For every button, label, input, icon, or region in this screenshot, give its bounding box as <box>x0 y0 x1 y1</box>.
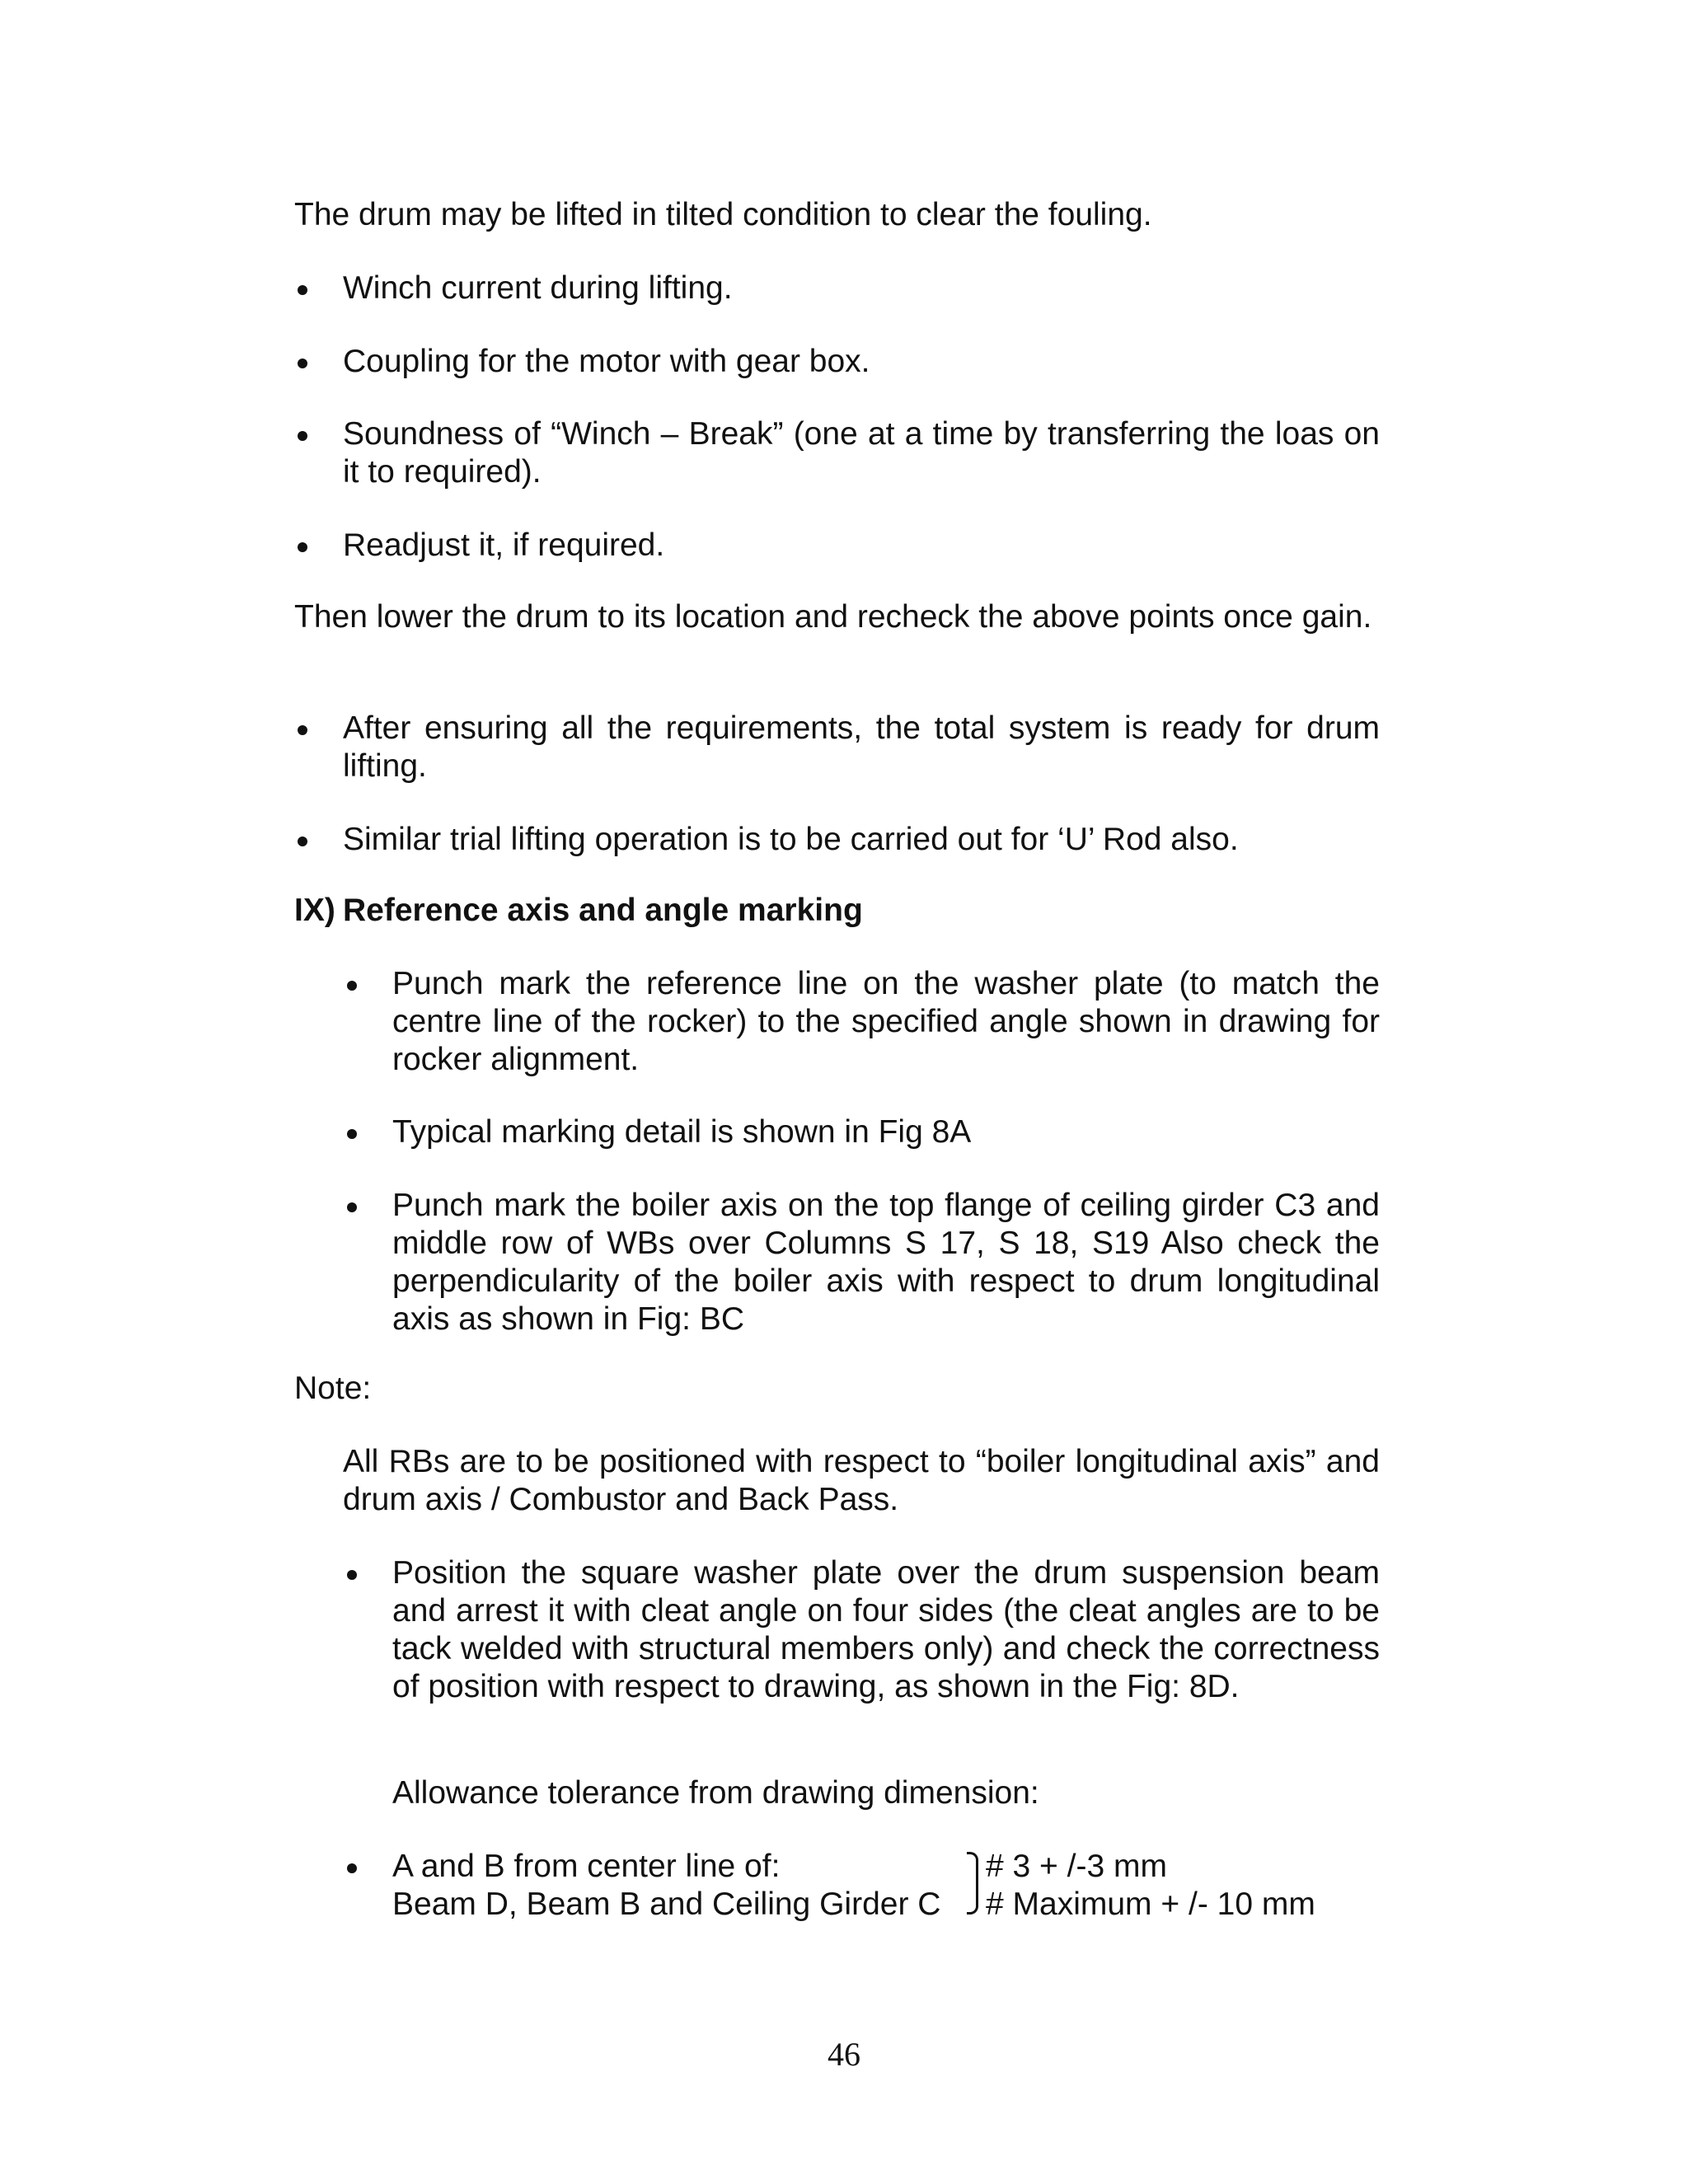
bullet-icon <box>298 431 307 441</box>
tolerance-right-2: # Maximum + /- 10 mm <box>986 1886 1315 1922</box>
tolerance-right-1: # 3 + /-3 mm <box>986 1849 1167 1884</box>
bullet-icon <box>347 1863 357 1873</box>
tolerance-left-1: A and B from center line of: <box>392 1849 781 1884</box>
check-bullet-3: Soundness of “Winch – Break” (one at a time by transferring the loas on it to required). <box>343 416 1380 490</box>
intro-paragraph: The drum may be lifted in tilted condition to clear the fouling. <box>294 197 1152 232</box>
bullet-icon <box>347 1570 357 1580</box>
section-bullet-3: Punch mark the boiler axis on the top flange of ceiling girder C3 and middle row of WBs over Columns S 17, S 18, S19 Also check the perpendicularity of the boiler axis with respect to drum longitudinal axis as shown in Fig: BC <box>392 1188 1380 1337</box>
check-bullet-4: Readjust it, if required. <box>343 527 665 563</box>
check-bullet-1: Winch current during lifting. <box>343 270 733 306</box>
section-bullet-1: Punch mark the reference line on the washer plate (to match the centre line of the rocker) to the specified angle shown in drawing for rocker alignment. <box>392 966 1380 1077</box>
bullet-icon <box>298 837 307 846</box>
bullet-icon <box>298 285 307 295</box>
bullet-icon <box>298 542 307 552</box>
section-bullet-2: Typical marking detail is shown in Fig 8A <box>392 1114 972 1150</box>
bullet-icon <box>347 981 357 991</box>
note-text: All RBs are to be positioned with respect to “boiler longitudinal axis” and drum axis / Combustor and Back Pass. <box>343 1444 1380 1517</box>
bullet-icon <box>347 1202 357 1212</box>
section-number: IX) <box>294 893 335 928</box>
note-label: Note: <box>294 1371 372 1406</box>
bracket-icon <box>967 1852 978 1915</box>
check-bullet-2: Coupling for the motor with gear box. <box>343 344 870 379</box>
bullet-icon <box>347 1129 357 1139</box>
lower-paragraph: Then lower the drum to its location and recheck the above points once gain. <box>294 599 1372 635</box>
position-bullet: Position the square washer plate over the drum suspension beam and arrest it with cleat angle on four sides (the cleat angles are to be tack welded with structural members only) and check the correctness of position with respect to drawing, as shown in the Fig: 8D. <box>392 1555 1380 1704</box>
tolerance-left-2: Beam D, Beam B and Ceiling Girder C <box>392 1886 941 1922</box>
after-bullet-2: Similar trial lifting operation is to be carried out for ‘U’ Rod also. <box>343 822 1239 857</box>
bullet-icon <box>298 359 307 368</box>
page-number: 46 <box>828 2036 860 2073</box>
section-title: Reference axis and angle marking <box>343 893 863 928</box>
bullet-icon <box>298 725 307 735</box>
after-bullet-1: After ensuring all the requirements, the total system is ready for drum lifting. <box>343 710 1380 784</box>
allowance-text: Allowance tolerance from drawing dimension: <box>392 1775 1039 1811</box>
